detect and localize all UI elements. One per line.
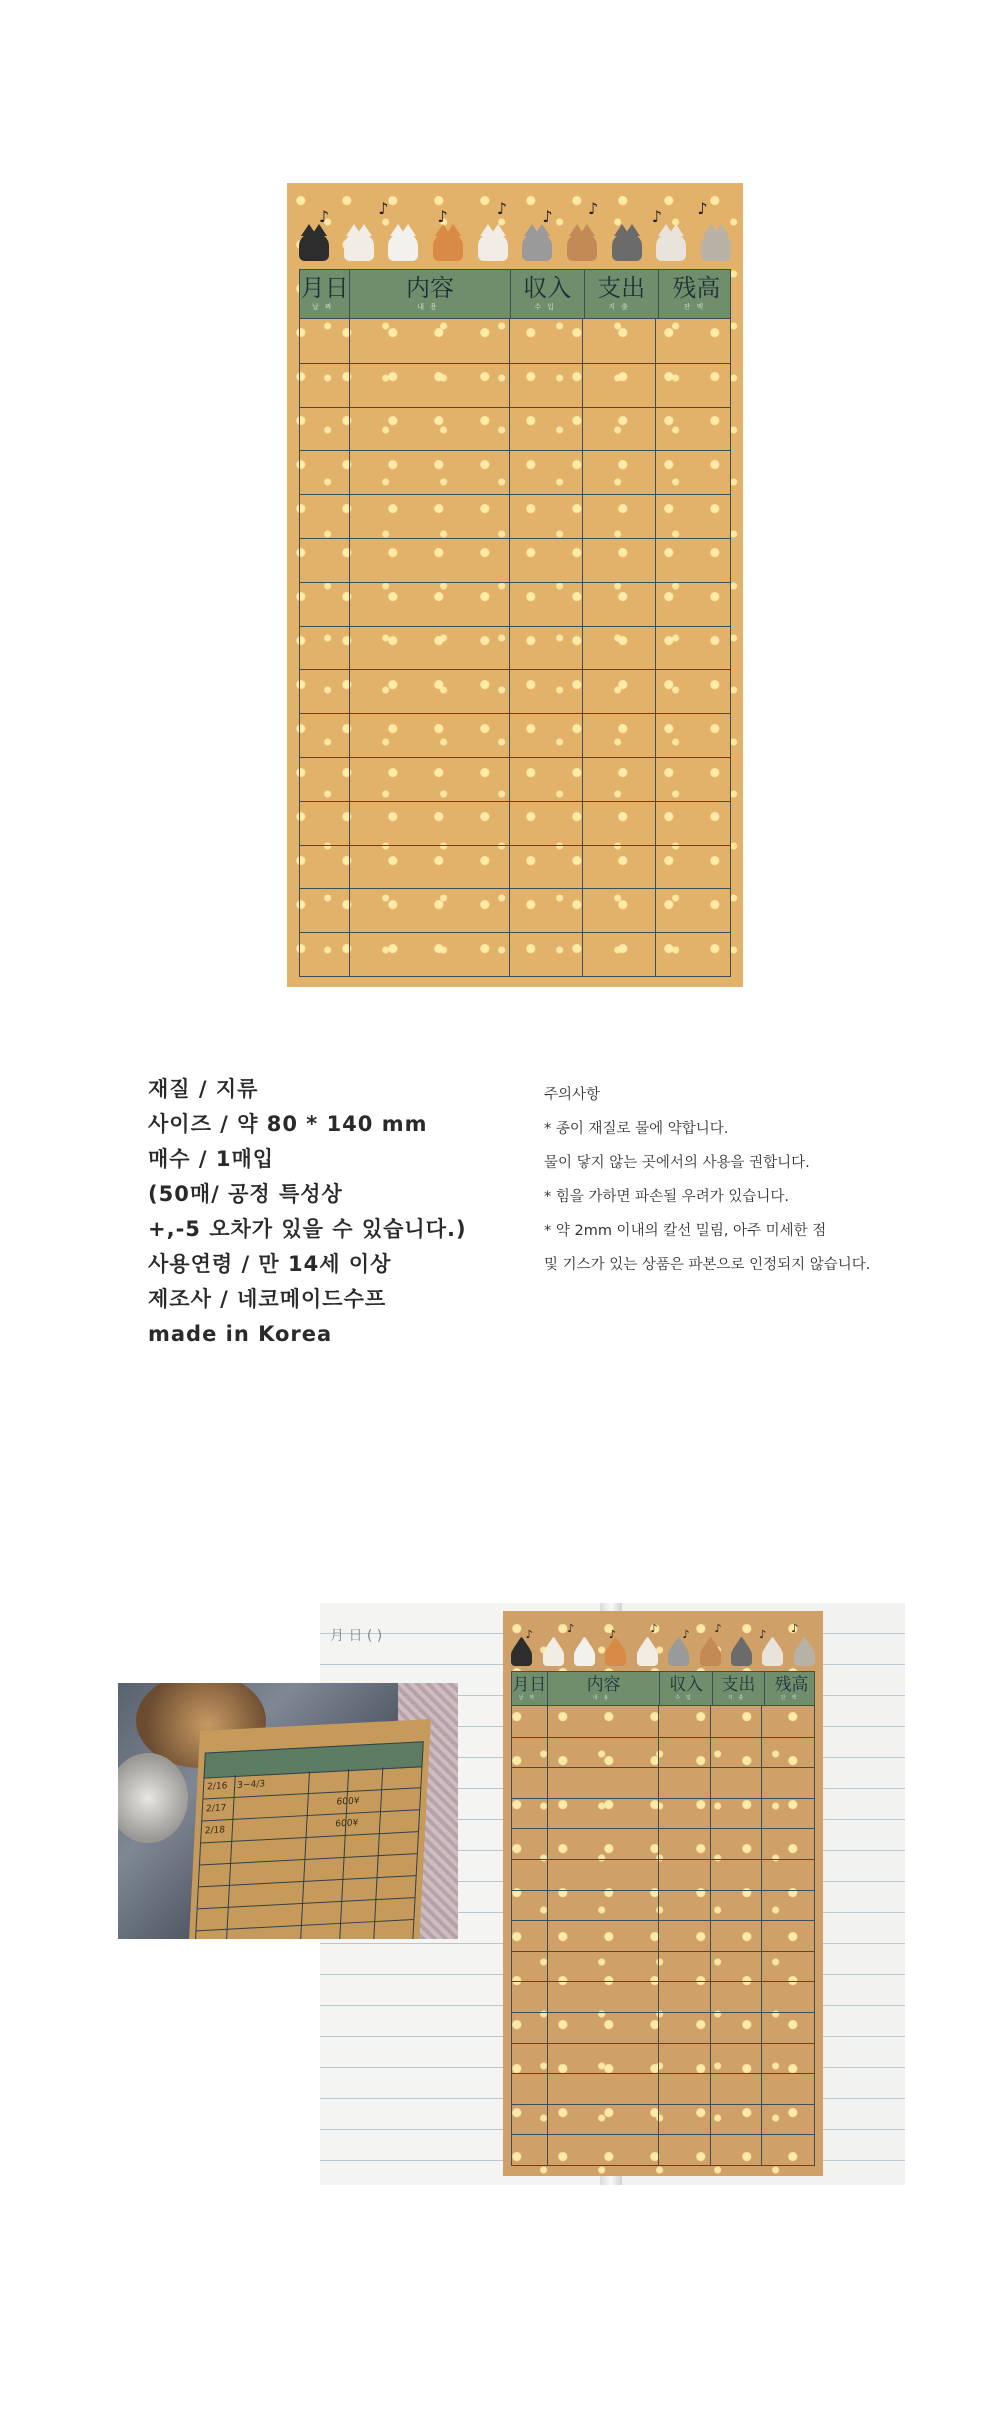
music-note-icon: ♪	[378, 199, 389, 218]
ledger-row-line	[300, 757, 730, 758]
music-note-icon: ♪	[587, 199, 599, 218]
ledger-row-line	[300, 845, 730, 846]
music-note-icon: ♪	[682, 1627, 690, 1641]
ledger-row-line	[203, 1787, 420, 1799]
ledger-row-line	[512, 2073, 814, 2074]
ledger-row-line	[512, 1859, 814, 1860]
music-note-icon: ♪	[525, 1627, 533, 1641]
ledger-row-line	[300, 494, 730, 495]
ledger-header-label: 内容	[586, 1673, 621, 1694]
cat-face-icon	[637, 1646, 658, 1666]
cat-face-icon	[700, 1646, 721, 1666]
ledger-row-line	[512, 1920, 814, 1921]
memo-pad-on-notebook	[503, 1611, 823, 2176]
ledger-column-line	[655, 319, 656, 976]
handwritten-entry: 600¥	[335, 1818, 359, 1830]
ledger-header-cell	[511, 270, 585, 318]
cat-face-icon	[574, 1646, 595, 1666]
caution-line: * 약 2mm 이내의 칼선 밀림, 아주 미세한 점	[544, 1223, 827, 1239]
spec-age: 사용연령 / 만 14세 이상	[148, 1252, 392, 1276]
ledger-header-label: 支出	[597, 274, 646, 302]
music-note-icon: ♪	[437, 207, 448, 226]
spec-maker: 제조사 / 네코메이드수프	[148, 1287, 387, 1311]
ledger-header-sublabel: 수입	[534, 303, 560, 311]
ledger-header-cell	[660, 1672, 712, 1705]
notebook-date-line: 月 日 ( )	[330, 1628, 383, 1644]
ledger-grid	[194, 1765, 423, 1939]
ledger-row-line	[512, 1828, 814, 1829]
ledger-header-label: 支出	[721, 1673, 756, 1694]
ledger-column-line	[582, 319, 583, 976]
ledger-row-line	[512, 1981, 814, 1982]
ledger-header-label: 収入	[669, 1673, 703, 1694]
cat-face-icon	[701, 233, 731, 261]
handwritten-entry: 2/18	[204, 1825, 226, 1837]
spec-count-note: (50매/ 공정 특성상	[148, 1182, 343, 1206]
ledger-row-line	[512, 2012, 814, 2013]
ledger-column-line	[658, 1706, 659, 2165]
ledger-column-line	[299, 1771, 310, 1939]
ledger-row-line	[512, 2104, 814, 2105]
ledger-row-line	[201, 1831, 418, 1843]
ledger-row-line	[512, 2134, 814, 2135]
spec-origin: made in Korea	[148, 1322, 333, 1346]
cat-face-icon	[433, 233, 463, 261]
cat-face-icon	[794, 1646, 815, 1666]
ledger-row-line	[199, 1875, 416, 1887]
ledger-row-line	[512, 2043, 814, 2044]
ledger-row-line	[300, 626, 730, 627]
music-note-icon: ♪	[651, 207, 663, 226]
cat-illustration-row	[503, 1611, 823, 1673]
caution-title: 주의사항	[544, 1087, 601, 1103]
caution-line: 및 기스가 있는 상품은 파본으로 인정되지 않습니다.	[544, 1257, 871, 1273]
ledger-header-cell	[713, 1672, 765, 1705]
spec-count-note: +,-5 오차가 있을 수 있습니다.)	[148, 1217, 467, 1241]
cat-face-icon	[605, 1646, 626, 1666]
product-spec	[148, 1072, 467, 1352]
caution-line: * 종이 재질로 물에 약합니다.	[544, 1121, 729, 1137]
music-note-icon: ♪	[759, 1627, 767, 1641]
caution-line: 물이 닿지 않는 곳에서의 사용을 권합니다.	[544, 1155, 810, 1171]
spec-count: 매수 / 1매입	[148, 1147, 275, 1171]
cat-face-icon	[668, 1646, 689, 1666]
ledger-column-line	[761, 1706, 762, 2165]
cat-face-icon	[731, 1646, 752, 1666]
ledger-column-line	[710, 1706, 711, 2165]
ledger-header-label: 月日	[300, 274, 349, 302]
ledger-row-line	[300, 888, 730, 889]
cat-face-icon	[762, 1646, 783, 1666]
caution-notice	[544, 1078, 870, 1282]
ledger-header-label: 月日	[512, 1673, 547, 1694]
ledger-header-cell	[350, 270, 510, 318]
ledger-header-label: 残高	[672, 274, 721, 302]
music-note-icon: ♪	[714, 1622, 722, 1636]
music-note-icon: ♪	[608, 1627, 616, 1641]
cat-face-icon	[478, 233, 508, 261]
ledger-header-sublabel: 날짜	[311, 303, 338, 311]
ledger-header-sublabel: 잔액	[780, 1695, 803, 1702]
ledger-row-line	[512, 1890, 814, 1891]
ledger-row-line	[512, 1737, 814, 1738]
ledger-row-line	[300, 932, 730, 933]
ledger-grid	[511, 1706, 815, 2166]
ledger-header-sublabel: 내용	[592, 1695, 615, 1702]
ledger-header-label: 残高	[774, 1673, 809, 1694]
ledger-row-line	[300, 582, 730, 583]
ledger-header-cell	[300, 270, 350, 318]
ledger-row-line	[196, 1919, 413, 1931]
cat-face-icon	[522, 233, 552, 261]
ledger-header-sublabel: 내용	[417, 303, 443, 311]
spec-size: 사이즈 / 약 80 * 140 mm	[148, 1112, 428, 1136]
ledger-header	[511, 1671, 815, 1706]
cat-face-icon	[388, 233, 418, 261]
music-note-icon: ♪	[650, 1622, 658, 1636]
ledger-row-line	[300, 713, 730, 714]
cat-face-icon	[612, 233, 642, 261]
ledger-header-sublabel: 날짜	[518, 1695, 541, 1702]
ledger-header-sublabel: 잔액	[683, 303, 710, 311]
ledger-header	[299, 269, 731, 319]
music-note-icon: ♪	[318, 207, 330, 226]
ledger-row-line	[300, 669, 730, 670]
handwritten-entry: 3~4/3	[236, 1779, 266, 1791]
cat-face-icon	[543, 1646, 564, 1666]
music-note-icon: ♪	[567, 1622, 575, 1636]
handwritten-entry: 2/16	[206, 1781, 228, 1793]
music-note-icon: ♪	[791, 1622, 799, 1636]
ledger-row-line	[512, 1767, 814, 1768]
cat-illustration-row	[287, 183, 743, 273]
ledger-row-line	[300, 450, 730, 451]
ledger-grid	[299, 319, 731, 977]
ledger-header-label: 内容	[405, 274, 454, 302]
cat-face-icon	[511, 1646, 532, 1666]
handwritten-entry: 600¥	[336, 1796, 360, 1808]
ledger-row-line	[300, 407, 730, 408]
ledger-column-line	[225, 1775, 236, 1939]
memo-pad-product-image	[287, 183, 743, 987]
ledger-column-line	[547, 1706, 548, 2165]
cat-face-icon	[299, 233, 329, 261]
ledger-row-line	[300, 801, 730, 802]
ledger-row-line	[512, 1798, 814, 1799]
kitten-photo	[118, 1753, 188, 1843]
ledger-row-line	[300, 538, 730, 539]
ledger-header-cell	[548, 1672, 661, 1705]
handwritten-entry: 2/17	[205, 1803, 227, 1815]
music-note-icon: ♪	[697, 199, 708, 218]
ledger-header-sublabel: 지출	[727, 1695, 750, 1702]
ledger-header-sublabel: 수입	[675, 1695, 697, 1702]
ledger-header-sublabel: 지출	[608, 303, 634, 311]
spec-material: 재질 / 지류	[148, 1077, 259, 1101]
ledger-column-line	[373, 1767, 384, 1939]
ledger-row-line	[202, 1809, 419, 1821]
cat-face-icon	[567, 233, 597, 261]
ledger-header-label: 収入	[523, 274, 572, 302]
ledger-row-line	[512, 1951, 814, 1952]
ledger-row-line	[300, 363, 730, 364]
ledger-column-line	[509, 319, 510, 976]
memo-pad-in-use	[188, 1719, 431, 1939]
ledger-header-cell	[659, 270, 734, 318]
ledger-row-line	[200, 1853, 417, 1865]
caution-line: * 힘을 가하면 파손될 우려가 있습니다.	[544, 1189, 790, 1205]
inset-photo-with-kittens	[118, 1683, 458, 1939]
cat-face-icon	[656, 233, 686, 261]
ledger-header-cell	[585, 270, 659, 318]
ledger-column-line	[338, 1769, 349, 1939]
music-note-icon: ♪	[496, 199, 507, 218]
ledger-header-cell	[765, 1672, 818, 1705]
cat-face-icon	[344, 233, 374, 261]
ledger-row-line	[198, 1897, 415, 1909]
ledger-column-line	[349, 319, 350, 976]
ledger-header-cell	[512, 1672, 548, 1705]
music-note-icon: ♪	[542, 207, 553, 226]
